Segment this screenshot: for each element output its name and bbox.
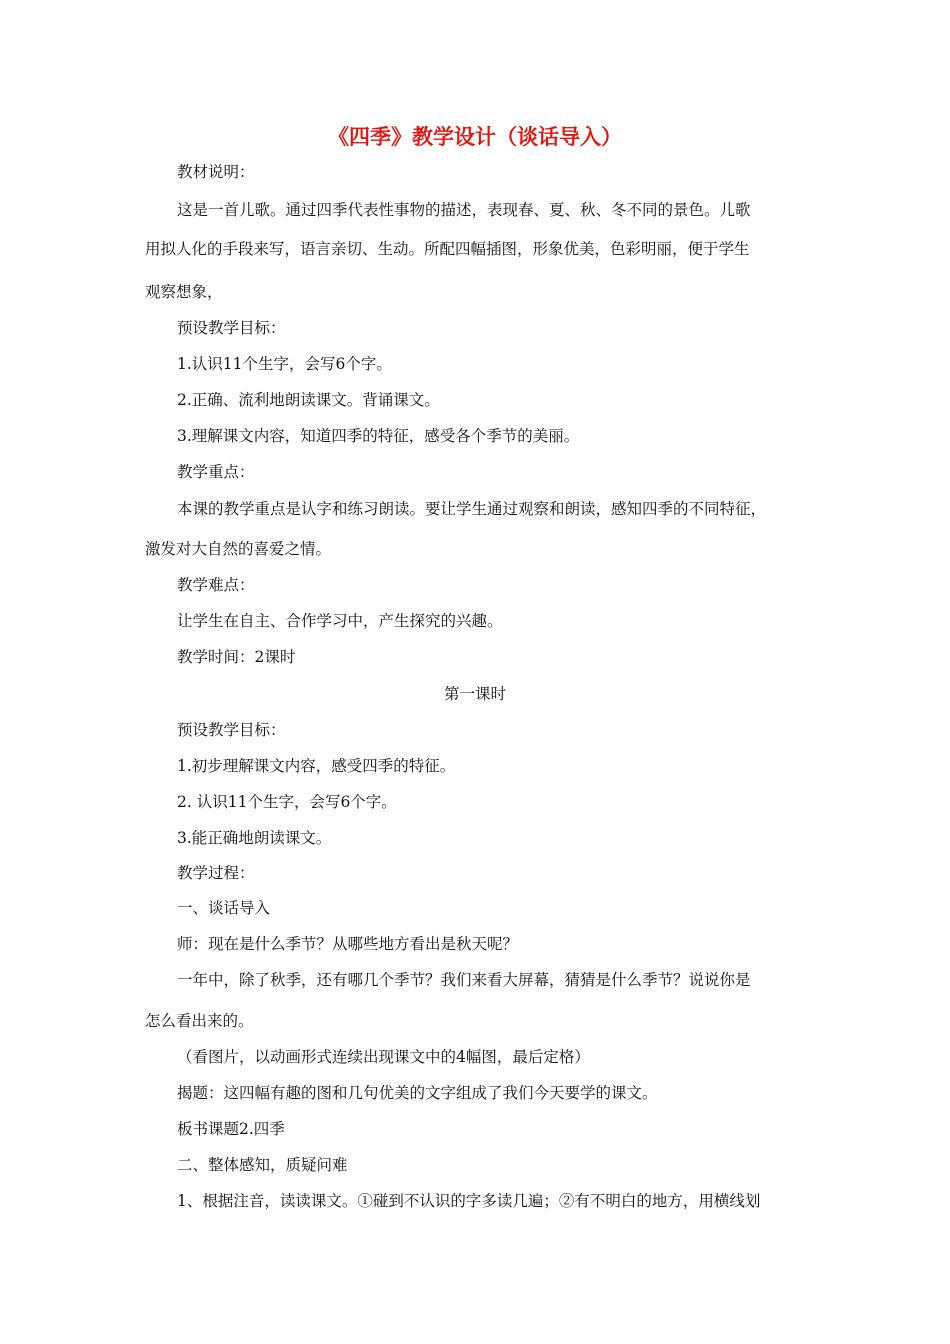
paragraph-line: 1.认识11个生字，会写6个字。 [177, 355, 392, 373]
paragraph-line: 3.能正确地朗读课文。 [177, 829, 332, 847]
paragraph-line: 教学重点： [177, 463, 255, 481]
paragraph-line: 教学过程： [177, 864, 255, 882]
paragraph-line: 怎么看出来的。 [145, 1012, 254, 1030]
paragraph-line: 激发对大自然的喜爱之情。 [145, 540, 332, 558]
paragraph-line: 揭题：这四幅有趣的图和几句优美的文字组成了我们今天要学的课文。 [177, 1084, 658, 1102]
paragraph-line: 一、谈话导入 [177, 899, 271, 917]
paragraph-line: 师：现在是什么季节？从哪些地方看出是秋天呢？ [177, 935, 519, 953]
paragraph-line: 这是一首儿歌。通过四季代表性事物的描述，表现春、夏、秋、冬不同的景色。儿歌 [177, 201, 751, 219]
document-title: 《四季》教学设计（谈话导入） [328, 125, 622, 149]
paragraph-line: 观察想象， [145, 283, 223, 301]
paragraph-line: （看图片，以动画形式连续出现课文中的4幅图，最后定格） [177, 1048, 590, 1066]
paragraph-line: 二、整体感知，质疑问难 [177, 1156, 348, 1174]
paragraph-line: 教材说明： [177, 163, 255, 181]
section-heading: 第一课时 [443, 685, 506, 703]
paragraph-line: 预设教学目标： [177, 319, 286, 337]
paragraph-line: 板书课题2.四季 [177, 1120, 285, 1138]
paragraph-line: 1、根据注音，读读课文。①碰到不认识的字多读几遍；②有不明白的地方，用横线划 [177, 1192, 761, 1210]
paragraph-line: 3.理解课文内容，知道四季的特征，感受各个季节的美丽。 [177, 427, 580, 445]
paragraph-line: 一年中，除了秋季，还有哪几个季节？我们来看大屏幕，猜猜是什么季节？说说你是 [177, 971, 751, 989]
paragraph-line: 1.初步理解课文内容，感受四季的特征。 [177, 757, 456, 775]
paragraph-line: 教学时间：2课时 [177, 648, 296, 666]
paragraph-line: 让学生在自主、合作学习中，产生探究的兴趣。 [177, 612, 503, 630]
paragraph-line: 预设教学目标： [177, 721, 286, 739]
paragraph-line: 本课的教学重点是认字和练习朗读。要让学生通过观察和朗读，感知四季的不同特征， [177, 500, 767, 518]
paragraph-line: 2. 认识11个生字，会写6个字。 [177, 793, 397, 811]
paragraph-line: 2.正确、流利地朗读课文。背诵课文。 [177, 391, 440, 409]
paragraph-line: 用拟人化的手段来写，语言亲切、生动。所配四幅插图，形象优美，色彩明丽，便于学生 [145, 240, 750, 258]
paragraph-line: 教学难点： [177, 576, 255, 594]
